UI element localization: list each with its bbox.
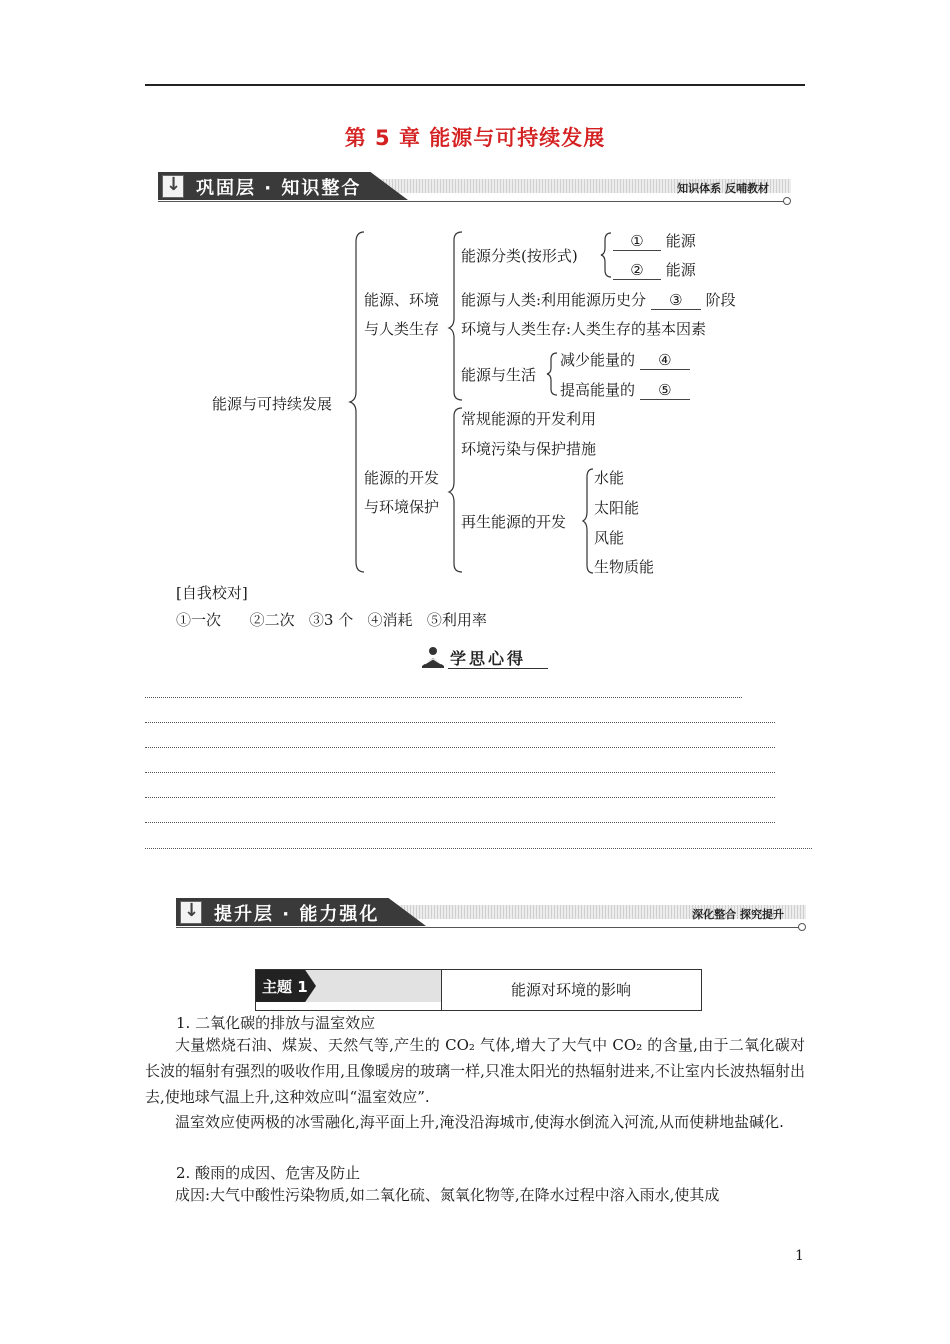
topic-title: 能源对环境的影响 [510, 981, 631, 999]
banner-underline [176, 927, 800, 928]
paragraph-greenhouse: 大量燃烧石油、煤炭、天然气等,产生的 CO₂ 气体,增大了大气中 CO₂ 的含量,由于二氧化碳对长波的辐射有强烈的吸收作用,且像暖房的玻璃一样,只准太阳光的热辐射进来,不让室内长波热辐射出去,使地球气温上升,这种效应叫“温室效应”. [145, 1036, 805, 1106]
classification-item-1 [613, 230, 696, 251]
self-check-title: [自我校对] [176, 584, 248, 602]
notes-underline [448, 668, 548, 669]
banner-title: 巩固层 · 知识整合 [196, 178, 362, 199]
notes-line-7 [145, 848, 812, 849]
tree-root: 能源与可持续发展 [212, 395, 333, 413]
topic-tag [256, 970, 441, 1002]
conventional-energy: 常规能源的开发利用 [461, 410, 597, 428]
energy-and-humans [461, 289, 736, 310]
life-item-1-text: 减少能量的 [560, 351, 636, 369]
banner-end-dot [798, 923, 806, 931]
banner-subtitle: 知识体系 反哺教材 [677, 182, 769, 195]
topic-tag-label: 主题 1 [262, 978, 308, 996]
renewable-item-solar: 太阳能 [594, 499, 640, 517]
notes-line-2 [145, 722, 775, 723]
down-arrow-icon [180, 901, 202, 924]
answer-blank-3: ③ [651, 291, 701, 310]
life-item-1 [560, 349, 690, 370]
branch-development-line2: 与环境保护 [364, 498, 440, 516]
banner-subtitle: 深化整合 探究提升 [692, 908, 784, 921]
energy-and-humans-suffix: 阶段 [705, 291, 736, 309]
pollution-protection: 环境污染与保护措施 [461, 440, 597, 458]
section-2-heading: 2. 酸雨的成因、危害及防止 [176, 1164, 361, 1182]
notes-label: 学思心得 [450, 649, 527, 668]
section-1-heading: 1. 二氧化碳的排放与温室效应 [176, 1014, 376, 1032]
energy-and-humans-text: 能源与人类:利用能源历史分 [461, 291, 647, 309]
notes-line-1 [145, 697, 742, 698]
branch-energy-environment-line1: 能源、环境 [364, 291, 440, 309]
classification-item-2 [613, 259, 696, 280]
answer-blank-5: ⑤ [640, 381, 690, 400]
page-number: 1 [795, 1248, 804, 1264]
renewable-item-hydro: 水能 [594, 469, 625, 487]
classification-item-2-suffix: 能源 [665, 261, 696, 279]
chapter-title: 第 5 章 能源与可持续发展 [344, 126, 606, 150]
classification-item-1-suffix: 能源 [665, 232, 696, 250]
notes-line-3 [145, 747, 775, 748]
paragraph-greenhouse-effects: 温室效应使两极的冰雪融化,海平面上升,淹没沿海城市,使海水倒流入河流,从而使耕地盐碱化. [175, 1113, 784, 1131]
answer-blank-4: ④ [640, 351, 690, 370]
self-check-answers: ①一次 ②二次 ③3 个 ④消耗 ⑤利用率 [176, 611, 487, 629]
section-banner-improve [176, 898, 806, 932]
branch-energy-environment-line2: 与人类生存 [364, 320, 440, 338]
notes-header [420, 644, 548, 672]
environment-and-humans: 环境与人类生存:人类生存的基本因素 [461, 320, 707, 338]
life-item-2 [560, 379, 690, 400]
banner-title: 提升层 · 能力强化 [214, 904, 380, 925]
notes-line-4 [145, 772, 775, 773]
branch-development-line1: 能源的开发 [364, 469, 440, 487]
energy-and-life-label: 能源与生活 [461, 366, 537, 384]
notes-line-6 [145, 822, 775, 823]
notes-line-5 [145, 797, 775, 798]
renewable-item-biomass: 生物质能 [594, 558, 655, 576]
energy-classification-label: 能源分类(按形式) [461, 247, 578, 265]
topic-header-box [255, 969, 702, 1011]
renewable-item-wind: 风能 [594, 529, 625, 547]
reading-person-icon [420, 646, 446, 668]
answer-blank-1: ① [613, 232, 661, 251]
paragraph-acid-rain: 成因:大气中酸性污染物质,如二氧化硫、氮氧化物等,在降水过程中溶入雨水,使其成 [175, 1186, 720, 1204]
renewable-energy-label: 再生能源的开发 [461, 513, 567, 531]
answer-blank-2: ② [613, 261, 661, 280]
life-item-2-text: 提高能量的 [560, 381, 636, 399]
